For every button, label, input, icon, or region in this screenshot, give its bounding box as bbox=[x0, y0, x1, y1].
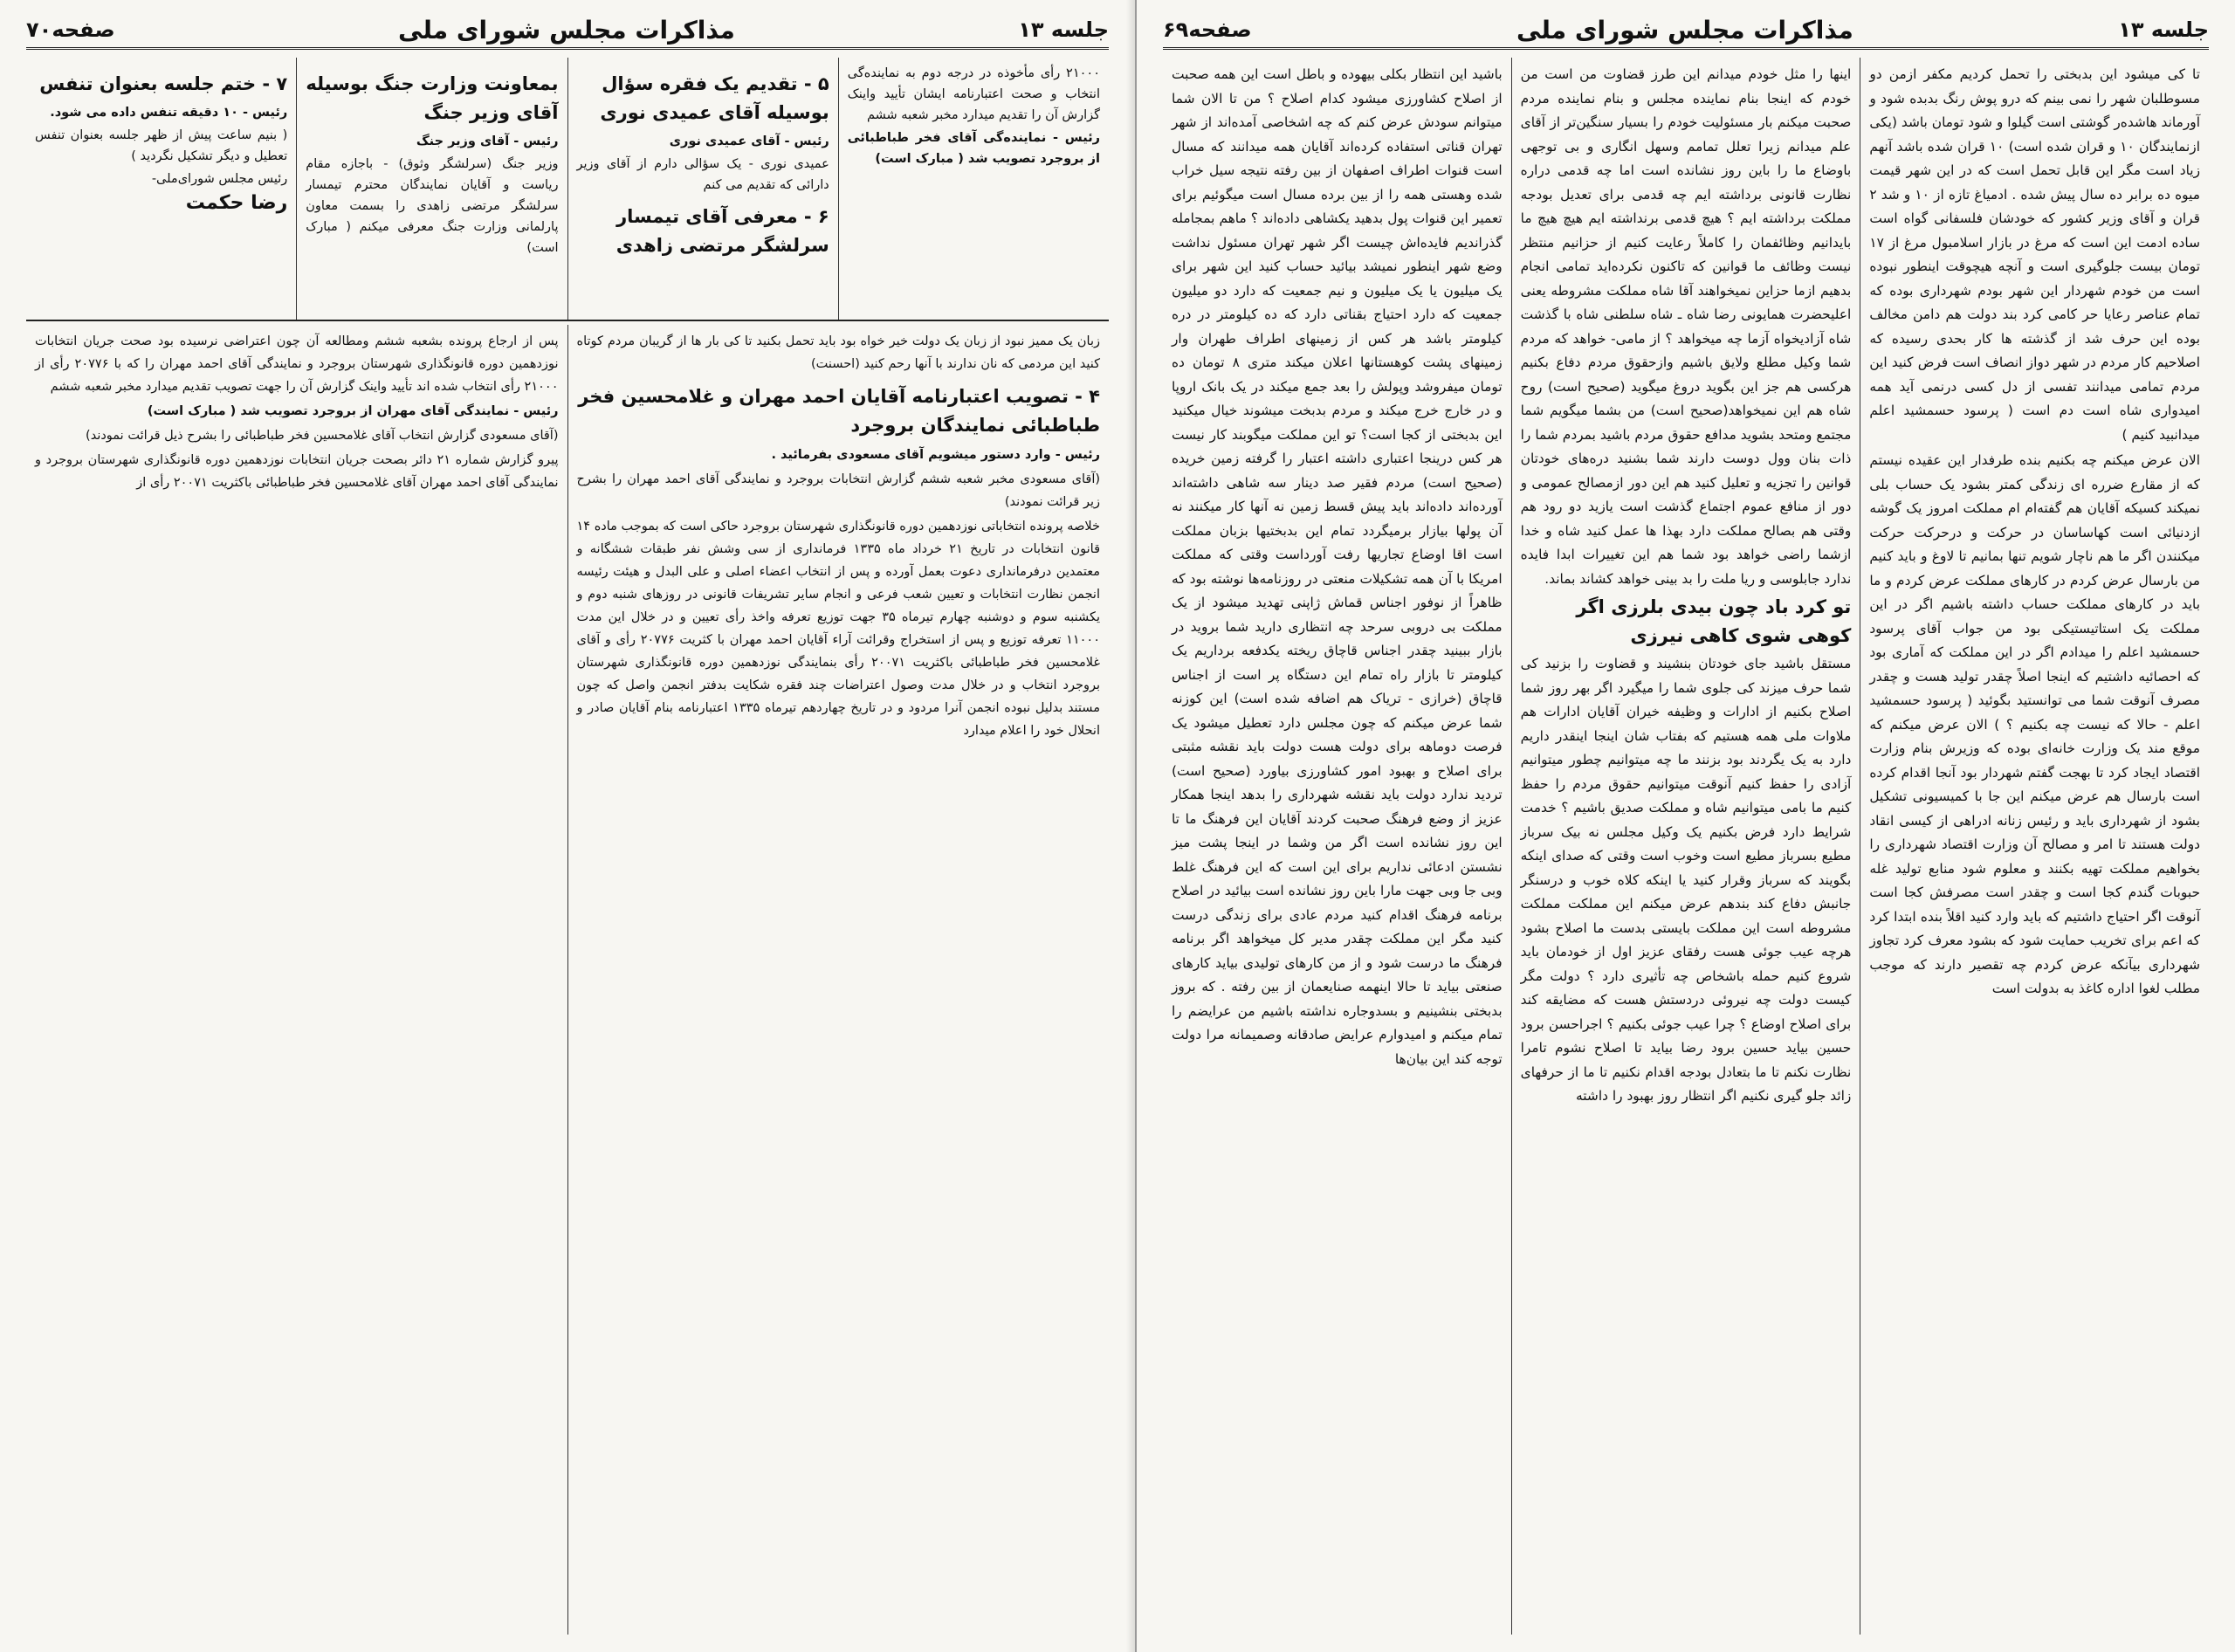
session-label: جلسه ۱۳ bbox=[1018, 17, 1109, 42]
right-column-3 bbox=[1163, 58, 1511, 1635]
paragraph: (آقای مسعودی مخبر شعبه ششم گزارش انتخابات بروجرد و نمایندگی آقای احمد مهران را بشرح زیر قرائت نمودند) bbox=[576, 472, 1100, 509]
left-bottom-area bbox=[26, 325, 1109, 1635]
paragraph: تا کی میشود این بدبختی را تحمل کردیم مکفر ازمن دو مسوطلبان شهر را نمی بینم که درو پوش رنگ بدبده شود و آورماند هاشده‌ر گوشتی است گیلوا و شود تومان باشد (یکی ازنمایندگان ۱۰ و قران شده است) ۱۰ قران شده باشد آنهم زیاد است مگر این قابل تحمل است که در این شهر قیمت میوه ده برابر ده سال پیش شده . ادمیاغ تازه از ۱۰ و شد ۲ قران و آقای وزیر کشور که خودشان فلسفانی گواه است ساده ادمت این است که مرغ در بازار اسلامبول مرغ از ۱۷ تومان بیست جلوگیری است و آنچه هیچوقت اینطور نبوده است من خودم شهردار این شهر بودم شهرداری بوده که تمام عناصر رعایا حر کامی کرد بند دولت هم دامن مخالف بوده این حرف شد از گذشته ها کار بحدی رسیده که اصلاحیم کار مردم در شهر دواز انصاف است فرض کنید این مردم تمامی میدانند تفسی از دل کسی درنمی آید همه امیدواری شاه است دم است ( پرسود حسمشید اعلم میدانبید کنیم ) bbox=[1869, 66, 2200, 443]
right-page bbox=[1135, 0, 2235, 1652]
paragraph: زبان یک ممیز نبود از زبان یک دولت خیر خواه بود باید تحمل بکنید تا کی بار ها از گریبان مردم کوتاه کنید این مردمی که نان ندارند با آنها رحم کنید (احسنت) bbox=[576, 334, 1100, 371]
right-page-columns bbox=[1163, 58, 2209, 1635]
section-title: ۶ - معرفی آقای تیمسار سرلشگر مرتضی زاهدی bbox=[615, 206, 829, 256]
paragraph: رئیس - وارد دستور میشویم آقای مسعودی بفرمائید . bbox=[771, 448, 1100, 462]
section-title: ۴ - تصویب اعتبارنامه آقایان احمد مهران و غلامحسین فخر طباطبائی نمایندگان بروجرد bbox=[578, 386, 1100, 436]
section-title: ۵ - تقدیم یک فقره سؤال بوسیله آقای عمیدی نوری bbox=[600, 73, 829, 123]
paragraph: عمیدی نوری - یک سؤالی دارم از آقای وزیر دارائی که تقدیم می کنم bbox=[576, 157, 829, 192]
paragraph: رئیس - نمایندگی آقای مهران از بروجرد تصویب شد ( مبارک است) bbox=[147, 404, 559, 418]
top-column-4 bbox=[26, 58, 296, 320]
paragraph: رئیس - آقای عمیدی نوری bbox=[669, 134, 829, 148]
left-top-row bbox=[26, 58, 1109, 321]
paragraph: وزیر جنگ (سرلشگر وثوق) - باجازه مقام ریاست و آقایان نمایندگان محترم تیمسار سرلشگر مرتضی زاهدی را بسمت معاون پارلمانی وزارت جنگ معرفی میکنم ( مبارک است) bbox=[306, 157, 559, 255]
right-column-1 bbox=[1860, 58, 2209, 1635]
verse: تو کرد باد چون بیدی بلرزی اگر کوهی شوی کاهی نیرزی bbox=[1576, 596, 1852, 646]
paragraph: رئیس - نماینده‌گی آقای فخر طباطبائی از بروجرد تصویب شد ( مبارک است) bbox=[847, 131, 1100, 166]
top-column-3 bbox=[296, 58, 567, 320]
page-title: مذاکرات مجلس شورای ملی bbox=[398, 15, 735, 45]
paragraph: رئیس مجلس شورای‌ملی- bbox=[151, 172, 288, 186]
signature: رضا حکمت bbox=[185, 192, 288, 214]
paragraph: رئیس - ۱۰ دقیقه تنفس داده می شود. bbox=[50, 106, 288, 120]
top-column-2 bbox=[567, 58, 838, 320]
paragraph: الان عرض میکنم چه بکنیم بنده طرفدار این عقیده نیستم که از مقارع ضرره ای زندگی کمتر بشود یک حساب بلی نمیکند کسیکه آقایان هم گفته‌ام ام مملکت امروز یک گوشه ازدنیائی است کهاساسان در حرکت و درحرکت حرکت میکنندن اگر ما هم ناچار شویم تنها بمانیم تا لاوغ و باید کنیم من بارسال عرض کردم در کارهای مملکت عرض کردم و ما باید در کارهای مملکت حساب داشته باشیم اگر در این مملکت یک استاتیستیکی بود من جواب آقای پرسود حسمشید اعلم را میدادم اگر در این مملکت که آماری بود که احصائیه داشتیم که اینجا اصلاً چقدر تولید هست و چقدر مصرف آنوقت شما می توانستید بگوئید ( پرسود حسمشید اعلم - حالا که نیست چه بکنیم ؟ ) الان عرض میکنم که موقع مند یک وزارت خانه‌ای بوده که وزیرش بنام وزارت اقتصاد ایجاد کرد تا بهجت گفتم شهردار بود آنجا اقدام کرده است بارسال هم عرض میکنم این جا با کمیسیونی تشکیل بشود از شهرداری باید و رئیس زنانه ادراهی از کیسی انقاد دولت هستند تا امر و مصالح آن وزارت اقتصاد شهرداری را بخواهیم مملکت تهیه بکنند و معلوم شود منابع تولید غله حبوبات گندم کجا است و چقدر است مصرفش کجا است آنوقت اگر احتیاج داشتیم که باید وارد کنید اقلاً بنده ابتدا کرد که اعم برای تخریب حمایت شود که بشود معرف کرد تجاوز شهرداری بیآنکه عرض کردم چه تقصیر دارند که موجب مطلب لغوا اداره کاغذ به بدولت است bbox=[1869, 452, 2200, 996]
top-column-1 bbox=[838, 58, 1109, 320]
paragraph: اینها را مثل خودم میدانم این طرز قضاوت من است من خودم که اینجا بنام نماینده مجلس و بنام نماینده مردم صحبت میکنم بار مسئولیت خودم را بسیار سنگین‌تر از آقای علم میدانم زیرا تعلل تمامم وسهل انگاری و بی توجهی باوضاع ما را باین روز نشانده است اما چه قدمی دراره نظارت قانونی برداشته ایم چه قدمی برای تعدیل بودجه مملکت برداشته ایم ؟ هیچ قدمی برنداشته ایم هیچ هیچ ما بایدانیم وظائفمان را کاملاً رعایت کنیم از حزانیم منتظر نیست وظائف ما قوانین که تاکنون نکرده‌اید تمامی انجام بدهیم ازما حزاین نمیخواهند آقا شاه مملکت مشروطه یعنی اعلیحضرت همایونی رضا شاه ـ شاه سلطنی شاه با گذشت شاه آزادیخواه آزما چه میخواهد ؟ از مامی- خواهد که مردم شما وکیل مطلع ولایق باشیم وازحقوق مردم دفاع بکنیم هرکسی هم جز این بگوید دروغ میگوید (صحیح است) روح شاه هم این نمیخواهد(صحیح است) من بشما میگویم شما مجتمع ومتحد بشوید مدافع حقوق مردم باشید بمردم شما را ذات بنان وول دوست دارند شما بشنید دره‌های خودتان قوانین را تجزیه و تعلیل کنید هم این دور ازمصالح عمومی و دور از منافع عموم اجتماع گذشت است یازید دو رود هم وقتی هم بصالح مملکت دارد بهذا ها عمل کنید شاه و خدا ازشما راضی خواهد بود شما هم این تغییرات ابدا فایده ندارد جابلوسی و ریا ملت را بد بینی خواهد کشاند بماند. bbox=[1520, 66, 1852, 587]
bottom-column-1 bbox=[567, 325, 1110, 1635]
page-label: صفحه۷۰ bbox=[26, 17, 115, 42]
right-column-2 bbox=[1511, 58, 1860, 1635]
paragraph: (آقای مسعودی گزارش انتخاب آقای غلامحسین فخر طباطبائی را بشرح ذیل قرائت نمودند) bbox=[86, 429, 559, 443]
session-label: جلسه ۱۳ bbox=[2118, 17, 2209, 42]
page-title: مذاکرات مجلس شورای ملی bbox=[1516, 15, 1853, 45]
page-label: صفحه۶۹ bbox=[1163, 17, 1252, 42]
paragraph: رئیس - آقای وزیر جنگ bbox=[416, 134, 559, 148]
paragraph: مستقل باشید جای خودتان بنشیند و قضاوت را بزنید کی شما حرف میزند کی جلوی شما را میگیرد اگر بهر روز شما اصلاح بکنیم از ادارات و وظیفه خیران آقایان ادارات هم ملاوات ملی همه هستیم که بفتاب شان اینجا اینقدر داریم دارد به یک یگردند بود بزنند ما چه میتوانیم چطور میتوانیم آزادی را حفظ کنیم آنوقت میتوانیم حقوق مردم را حفظ کنیم ما بامی میتوانیم شاه و مملکت صدیق باشیم ؟ خدمت شرایط دارد فرض بکنیم یک وکیل مجلس نه بیک سرباز مطیع بسرباز مطیع است وخوب است وقتی که صدای اینکه بگویند که سرباز وقرار کنید یا اینکه کلاه خوب و درسنگر جانبش دفاع کند بندهم عرض میکنم این مملکت مملکت مشروطه است این مملکت بایستی بدست ما اصلاح بشود هرچه عیب جوئی هست رفقای عزیز اول از خودمان باید شروع کنیم حمله باشخاص چه تأثیری دارد ؟ دولت مگر کیست دولت چه نیروئی دردستش هست که مضایقه کند برای اصلاح اوضاع ؟ چرا عیب جوئی بکنیم ؟ اجراحسن برود حسین بیاید حسین برود رضا بیاید تا اصلاح نشوم تامرا نظارت نکنم تا ما بتعادل بودجه اقدام نکنیم تا ما از حرفهای زائد جلو گیری نکنیم اگر انتظار روز بهبود را داشته bbox=[1520, 656, 1852, 1104]
paragraph: ۲۱۰۰۰ رأی مأخوذه در درجه دوم به نماینده‌گی انتخاب و صحت اعتبارنامه ایشان تأیید واینک گزارش آن را تقدیم میدارد مخبر شعبه ششم bbox=[847, 66, 1100, 122]
right-page-header bbox=[1163, 12, 2209, 50]
left-page-header bbox=[26, 12, 1109, 50]
section-title: بمعاونت وزارت جنگ بوسیله آقای وزیر جنگ bbox=[306, 73, 559, 123]
paragraph: ( بنیم ساعت پیش از ظهر جلسه بعنوان تنفس تعطیل و دیگر تشکیل نگردید ) bbox=[35, 128, 288, 163]
paragraph: پس از ارجاع پرونده بشعبه ششم ومطالعه آن چون اعتراضی نرسیده بود صحت جریان انتخابات نوزدهمین دوره قانونگذاری شهرستان بروجرد و نمایندگی آقای احمد مهران را که با ۲۰۷۷۶ رأی از ۲۱۰۰۰ رأی انتخاب شده اند تأیید واینک گزارش آن را جهت تصویب تقدیم میدارد مخبر شعبه ششم bbox=[35, 334, 559, 394]
section-title: ۷ - ختم جلسه بعنوان تنفس bbox=[39, 73, 288, 94]
paragraph: خلاصه پرونده انتخاباتی نوزدهمین دوره قانونگذاری شهرستان بروجرد حاکی است که بموجب ماده ۱۴ قانون انتخابات در تاریخ ۲۱ خرداد ماه ۱۳۳۵ فرمانداری از سی وشش نفر طبقات ششگانه و معتمدین درفرمانداری دعوت بعمل آورده و پس از انتخاب اعضاء اصلی و علی البدل و هیئت رئیسه انجمن نظارت انتخابات و تعیین شعب فرعی و انجام سایر تشریفات قانونی در روزهای شنبه دوم و یکشنبه سوم و دوشنبه چهارم تیرماه ۳۵ جهت توزیع تعرفه واخذ رأی تعیین و در خلال این مدت ۱۱۰۰۰ تعرفه توزیع و پس از استخراج وقرائت آراء آقایان احمد مهران با کثریت ۲۰۷۷۶ رأی و آقای غلامحسین فخر طباطبائی باکثریت ۲۰۰۷۱ رأی بنمایندگی نوزدهمین دوره قانونگذاری شهرستان بروجرد انتخاب و در خلال مدت وصول اعتراضات چند فقره شکایت بدفتر انجمن واصل که چون مستند بدلیل نبوده انجمن آنرا مردود و در تاریخ چهاردهم تیرماه ۱۳۳۵ اعتبارنامه بنام آقایان صادر و انحلال خود را اعلام میدارد bbox=[576, 520, 1101, 738]
bottom-column-2 bbox=[26, 325, 567, 1635]
paragraph: پیرو گزارش شماره ۲۱ دائر بصحت جریان انتخابات نوزدهمین دوره قانونگذاری شهرستان بروجرد و نمایندگی آقای احمد مهران آقای غلامحسین فخر طباطبائی باکثریت ۲۰۰۷۱ رأی از bbox=[35, 453, 559, 490]
paragraph: باشید این انتظار بکلی بیهوده و باطل است این همه صحبت از اصلاح کشاورزی میشود کدام اصلاح ؟ من تا الان شما میتوانم سودش عرض کنم که چه اشخاصی آمده‌اند از شهر تهران قناتی استفاده کرده‌اند آقایان همه میدانند که مسال است قنوات اطراف اصفهان از بین رفته نتیجه سیل خراب شده وهستی همه را از بین برده مسال است میگوئیم برای تعمیر این قنوات پول بدهید یکشاهی داده‌اند ؟ ماهم بمجامله گذراندیم فایده‌اش چیست اگر شهر تهران مسئول نداشت وضع شهر اینطور نمیشد بیائید حساب کنید این شهر برای یک میلیون یا یک میلیون و نیم جمعیت که دارد دو میلیون جمعیت که دارد احتیاج بقناتی دارد که ده کیلومتر در دره کیلومتر باشد هر کس از زمینهای اطراف طهران وار زمینهای پشت کوهستانها اعلان میکند متری ۸ تومان ده تومان میفروشد وپولش را بعد جمع میکند در یک بانک اروپا و در خارج خرج میکند و مردم بدبخت میشوند خیال میکنید این بدبختی از کجا است؟ تو این مملکت میگوبند کار نیست هر کس درینجا اعتباری داشته اعتبار را گرفته زمین خریده (صحیح است) مردم فقیر صد دینار سه شاهی داشته‌اند آورده‌اند داده‌اند باید پیش قسط زمین نه آنها کار میکنند نه آن پولها بیازار برمیگردد تمام این بدبختیها بزبان مملکت است اقا اوضاع تجاریها رفت آورداست وقتی که مملکت امریکا با آن همه تشکیلات منعتی در روزنامه‌ها نوشته بود که ظاهراً از نوفور اجناس قماش ژاپنی تهدید میشود از یک مملکت بی دروبی سرحد چه انتظاری دارید شما برويد در بازار ببینید چقدر اجناس قاچاق ریخته یکدفعه برداریم یک کیلومتر تا بازار راه تمام این دستگاه پر است از اجناس قاچاق (خرازی - تریاک هم اضافه شده است) این کوزنه شما عرض میکنم که چون مجلس دارد تعطیل میشود یک فرصت دوماهه برای دولت هست دولت باید نقشه مثبتی برای اصلاح و بهبود امور کشاورزی بیاورد (صحیح است) تردید ندارد دولت باید نقشه شهرداری را بدهد اینجا همکار عزیز از وضع فرهنگ صحبت کردند آقایان این فرهنگ ما تا این روز نشانده است اگر من وشما در اینجا پشت میز نشستن ادعائی نداریم برای این است که این فرهنگ غلط وبی جا وبی جهت مارا باین روز نشانده است بیائید در اصلاح برنامه فرهنگ اقدام کنید مردم عادی برای زندگی درست کنید مگر این مملکت چقدر مدیر کل میخواهد اگر برنامه فرهنگ ما درست شود و از من کارهای تولیدی بیاید کارهای صنعتی بیاید تا حالا اینهمه صنایعمان از بین رفته . که بروز بدبختی بنشینیم و بسدوجاره نداشته باشیم من عرایضم را تمام میکنم و امیدوارم عرایض صادقانه وصمیمانه مرا دولت توجه کند این بیان‌ها bbox=[1171, 66, 1503, 1067]
